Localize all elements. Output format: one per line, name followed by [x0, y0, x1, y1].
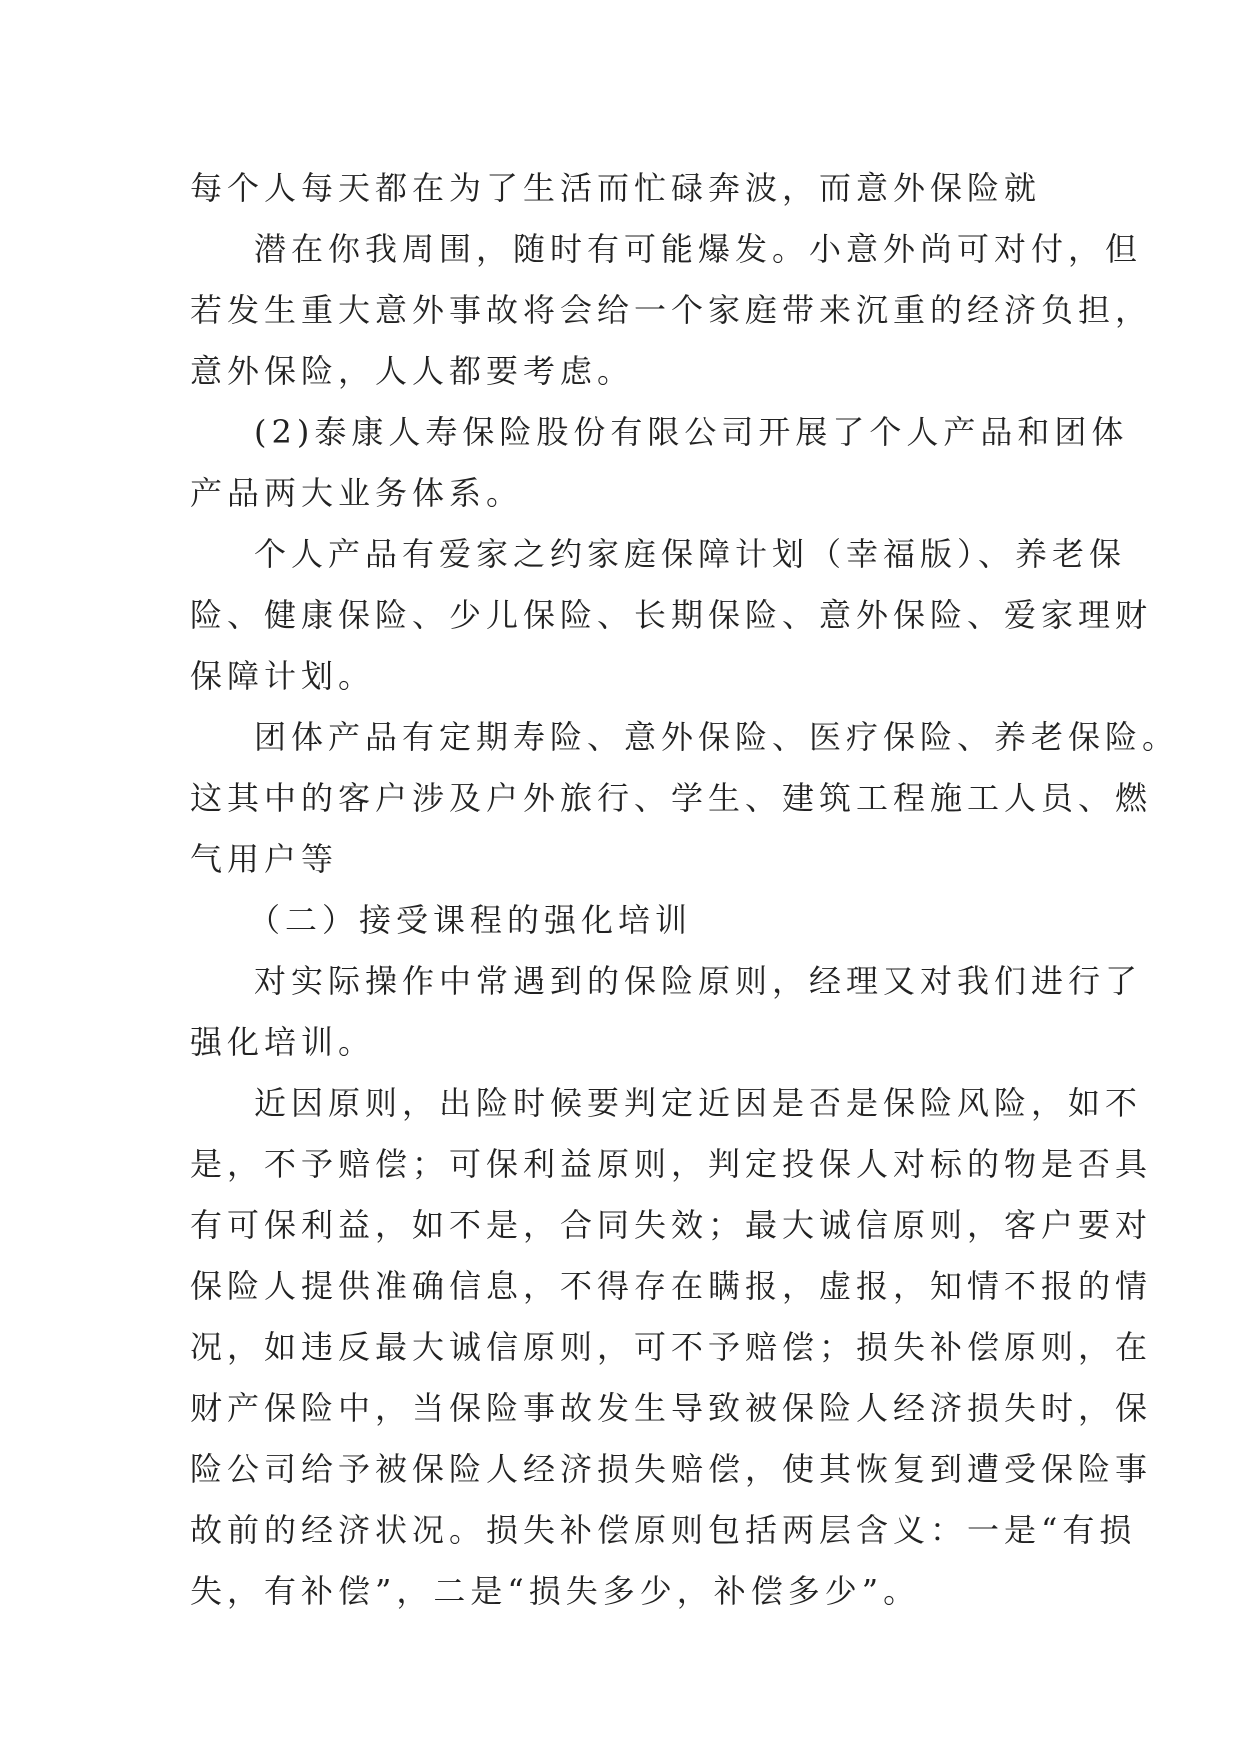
- text-line: 意外保险，人人都要考虑。: [190, 352, 635, 390]
- text-line: 保障计划。: [190, 657, 376, 695]
- text-line: 强化培训。: [190, 1023, 376, 1061]
- text-line: 个人产品有爱家之约家庭保障计划（幸福版）、养老保: [254, 535, 1127, 573]
- text-line: 保险人提供准确信息，不得存在瞒报，虚报，知情不报的情: [190, 1267, 1153, 1305]
- text-line: 对实际操作中常遇到的保险原则，经理又对我们进行了: [254, 962, 1143, 1000]
- text-line: 是，不予赔偿；可保利益原则，判定投保人对标的物是否具: [190, 1145, 1153, 1183]
- text-line: 团体产品有定期寿险、意外保险、医疗保险、养老保险。: [254, 718, 1180, 756]
- text-line: 财产保险中，当保险事故发生导致被保险人经济损失时，保: [190, 1389, 1153, 1427]
- text-line: 气用户等: [190, 840, 339, 878]
- text-line: 这其中的客户涉及户外旅行、学生、建筑工程施工人员、燃: [190, 779, 1153, 817]
- text-line: 潜在你我周围，随时有可能爆发。小意外尚可对付，但: [254, 230, 1143, 268]
- text-line: 失，有补偿”，二是“损失多少，补偿多少”。: [190, 1572, 921, 1610]
- document-body: [190, 158, 1180, 1622]
- text-line: (2)泰康人寿保险股份有限公司开展了个人产品和团体: [254, 413, 1129, 451]
- text-line: 每个人每天都在为了生活而忙碌奔波，而意外保险就: [190, 169, 1042, 207]
- text-line: 险公司给予被保险人经济损失赔偿，使其恢复到遭受保险事: [190, 1450, 1153, 1488]
- text-line: 险、健康保险、少儿保险、长期保险、意外保险、爱家理财: [190, 596, 1153, 634]
- text-line: 况，如违反最大诚信原则，可不予赔偿；损失补偿原则，在: [190, 1328, 1153, 1366]
- text-line: 产品两大业务体系。: [190, 474, 524, 512]
- text-line: 有可保利益，如不是，合同失效；最大诚信原则，客户要对: [190, 1206, 1153, 1244]
- text-line: 若发生重大意外事故将会给一个家庭带来沉重的经济负担，: [190, 291, 1153, 329]
- text-line: 故前的经济状况。损失补偿原则包括两层含义：一是“有损: [190, 1511, 1137, 1549]
- text-line: 近因原则，出险时候要判定近因是否是保险风险，如不: [254, 1084, 1143, 1122]
- section-heading: （二）接受课程的强化培训: [248, 901, 693, 939]
